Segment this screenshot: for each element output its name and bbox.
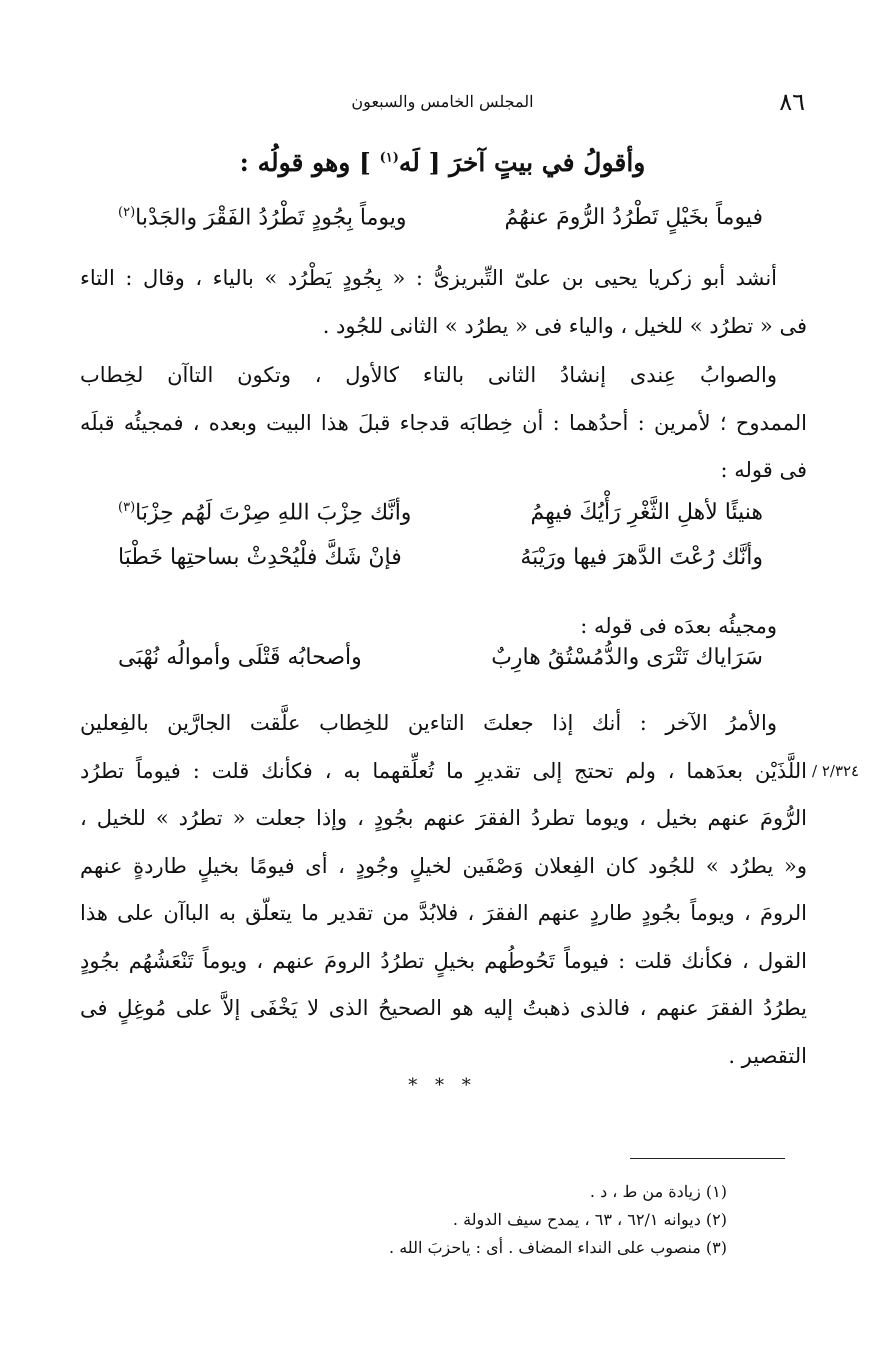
verse-first-hemistich: فيوماً بخَيْلٍ تَطْرُدُ الرُّومَ عنهُمُ [504,205,763,230]
text-line: والأمرُ الآخر : أنك إذا جعلتَ التاءين للخِطاب علَّقت الجارَّين بالفِعلين [80,711,777,735]
text-line: التقصير . [728,1043,807,1068]
footnotes [127,1178,727,1262]
verse-second-hemistich: وأصحابُه قَتْلَى وأموالُه نُهْبَى [118,645,362,670]
paragraph-4 [80,700,807,1080]
verse-line-3 [118,545,763,585]
text-line: اللَّذَيْن بعدَهما ، ولم تحتج إلى تقديرِ ما تُعلِّقهما به ، فكأنك قلت : فيوماً تطرُد [80,758,807,783]
page-number: ٨٦ [779,88,805,116]
footnote-marker-2: (٢) [118,205,136,220]
verse-second-hemistich [118,500,411,525]
section-divider: * * * [408,1075,477,1096]
verse-first-hemistich: وأنَّك رُعْتَ الدَّهرَ فيها ورَيْبَهُ [520,545,763,570]
verse-second-hemistich [118,205,407,230]
footnote-marker-1: (١) [379,150,399,166]
hemistich-text: وأنَّك حِزْبَ اللهِ صِرْتَ لَهُم حِزْبَا [135,500,412,526]
heading-text-start: وأقولُ في بيتٍ آخرَ [ [419,148,646,177]
footnote-1: (١) زيادة من ط ، د . [589,1182,727,1201]
verse-first-hemistich: هنيئًا لأهلِ الثَّغْرِ رَأْيُكَ فيهِمُ [530,500,763,525]
text-line: والصوابُ عِندى إنشادُ الثانى بالتاء كالأول ، وتكون التاآن لخِطاب [80,363,777,387]
text-line: ومجيئُه بعدَه فى قوله : [580,614,777,638]
paragraph-3 [80,603,807,651]
text-line: الممدوح ؛ لأمرين : أحدُهما : أن خِطابَه قدجاء قبلَ هذا البيت وبعده ، فمجيئُه قبلَه [80,410,807,435]
text-line: و« يطرُد » للجُود كان الفِعلان وَصْفَين لخيلٍ وجُودٍ ، أى فيومًا بخيلٍ طاردةٍ عنهم [80,853,807,878]
text-line: أنشد أبو زكريا يحيى بن علىّ التِّبريزىُّ : « بِجُودٍ يَطْرُد » بالياء ، وقال : التاء [80,266,777,290]
text-line: القول ، فكأنك قلت : فيوماً تَحُوطُهم بخيلٍ تطرُدُ الرومَ عنهم ، ويوماً تَنْعَشُهُم بجُودٍ [80,948,807,973]
footnote-rule [630,1158,785,1159]
text-line: فى « تطرُد » للخيل ، والياء فى « يطرُد » الثانى للجُود . [322,313,807,338]
verse-line-2 [118,500,763,540]
verse-line-1 [118,205,763,245]
footnote-2: (٢) ديوانه ٦٢/١ ، ٦٣ ، يمدح سيف الدولة . [452,1210,727,1229]
text-line: فى قوله : [720,458,807,482]
margin-page-reference: ٢/٣٢٤ / [812,762,860,780]
heading-text-end: ] وهو قولُه : [239,148,380,177]
hemistich-text: ويوماً بِجُودٍ تَطْرُدُ الفَقْرَ والجَدْبا [135,205,407,231]
verse-second-hemistich: فإنْ شَكَّ فلْيُحْدِثْ بساحتِها خَطْبَا [118,545,402,570]
verse-first-hemistich: سَرَاياك تَتْرَى والدُّمُسْتُقُ هارِبٌ [491,645,763,670]
text-line: يطرُدُ الفقرَ عنهم ، فالذى ذهبتُ إليه هو الصحيحُ الذى لا يَخْفَى إلاَّ على مُوغِلٍ فى [80,996,807,1020]
text-line: الرومَ ، ويوماً بجُودٍ طاردٍ عنهم الفقرَ ، فلابُدَّ من تقدير ما يتعلّق به الباآن على هذا [80,901,807,925]
running-header [0,88,885,118]
footnote-3: (٣) منصوب على النداء المضاف . أى : ياحزبَ الله . [389,1238,727,1257]
text-line: الرُّومَ عنهم بخيل ، ويوما تطردُ الفقرَ عنهم بجُودٍ ، وإذا جعلت « تطرُد » للخيل ، [80,806,807,830]
paragraph-2 [80,352,807,495]
paragraph-1 [80,255,807,350]
chapter-title: المجلس الخامس والسبعون [351,92,534,111]
verse-line-4 [118,645,763,685]
section-heading [80,148,805,177]
footnote-marker-3: (٣) [118,500,136,515]
heading-bracket-text: لَه [398,148,420,177]
